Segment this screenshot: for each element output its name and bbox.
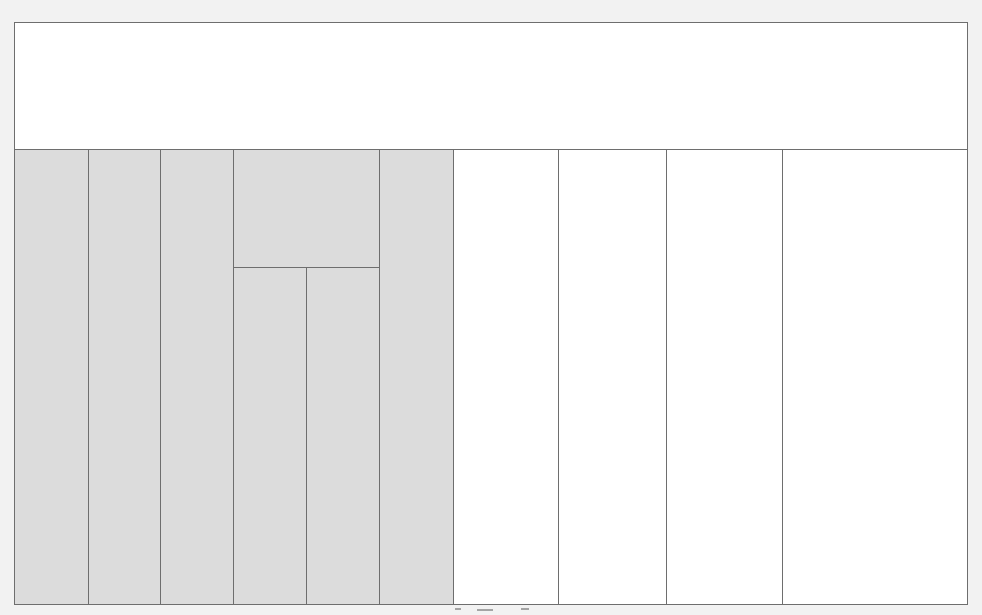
cropped-caption-marks (455, 606, 535, 615)
header-shank-6 (307, 267, 380, 604)
header-shank-length (380, 149, 454, 604)
table-title (15, 23, 968, 150)
header-package (559, 149, 667, 604)
header-speed (667, 149, 783, 604)
header-graph (783, 149, 968, 604)
header-height (161, 149, 234, 604)
spec-table (14, 22, 968, 605)
spec-sheet (14, 22, 967, 605)
header-model (15, 149, 89, 604)
header-grain (454, 149, 559, 604)
header-diameter (89, 149, 161, 604)
header-shank-3 (234, 267, 307, 604)
header-shank-diameter (234, 149, 380, 267)
